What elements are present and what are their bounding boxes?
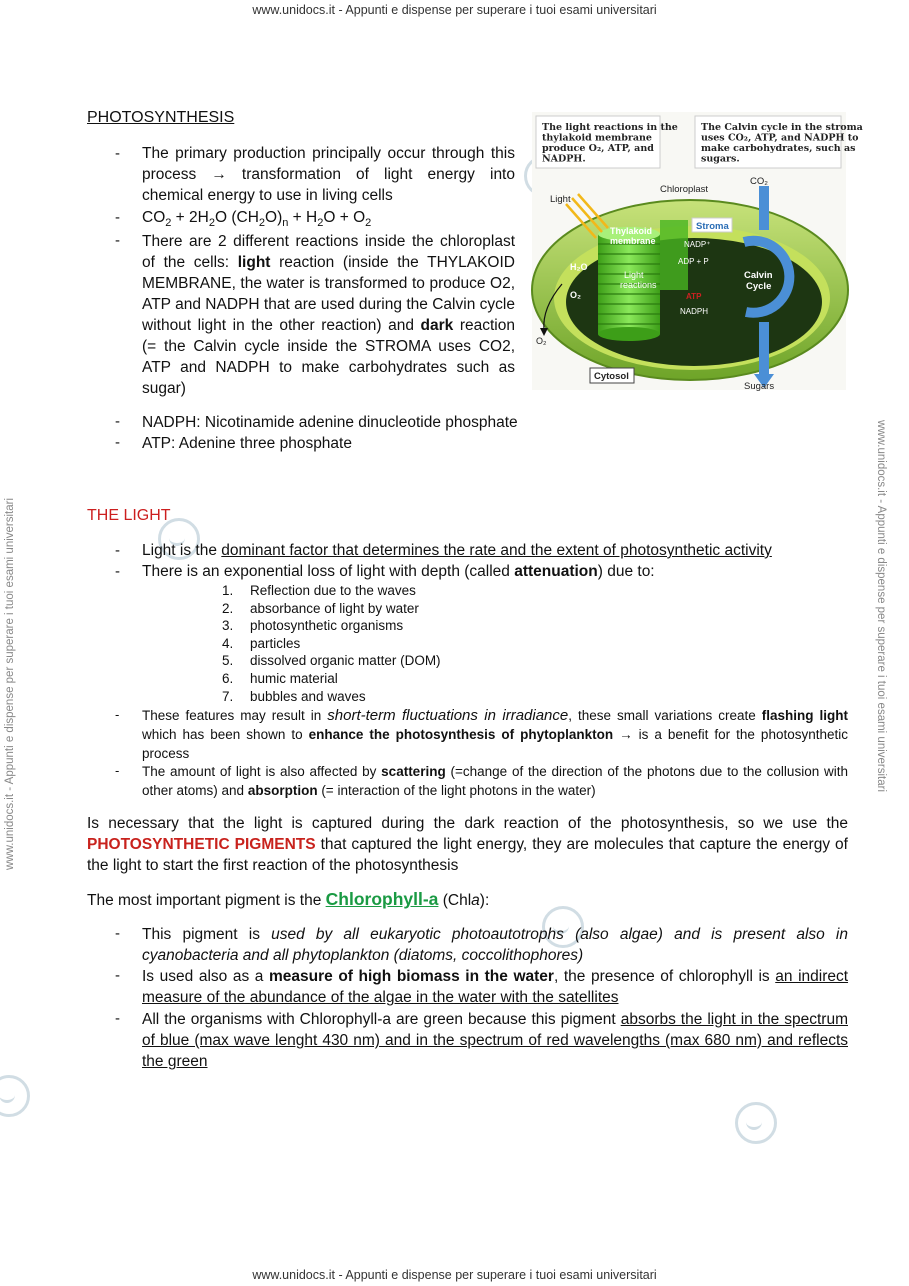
list-item: 6. humic material: [222, 670, 338, 686]
bullet-dash: -: [115, 563, 120, 580]
list-item: 7. bubbles and waves: [222, 688, 366, 704]
bullet-dash: -: [115, 232, 120, 249]
bullet-flashing-light: These features may result in short-term fluctuations in irradiance, these small variations create flashing light which has been shown to enhance the photosynthesis of phytoplankton → is a benefit for the photosynthetic process: [142, 707, 848, 761]
section-title-the-light: THE LIGHT: [87, 507, 171, 524]
bullet-two-reactions: There are 2 different reactions inside the chloroplast of the cells: light reaction (inside the THYLAKOID MEMBRANE, the water is transformed to produce O2, ATP and NADPH that are used during the Calvin cycle without light in the other reaction) and dark reaction (= the Calvin cycle inside the STROMA uses CO2, ATP and NADPH to make carbohydrates such as sugar): [142, 233, 515, 397]
bullet-green-organisms: All the organisms with Chlorophyll-a are green because this pigment absorbs the light in the spectrum of blue (max wave lenght 430 nm) and in the spectrum of red wavelengths (max 680 nm) and reflects the green: [142, 1011, 848, 1070]
bullet-attenuation: There is an exponential loss of light with depth (called attenuation) due to:: [142, 563, 655, 580]
label-light-reactions: Light reactions: [620, 270, 657, 290]
label-nadph: NADPH: [680, 307, 709, 316]
list-item: 2. absorbance of light by water: [222, 600, 419, 616]
label-nadp: NADP⁺: [684, 240, 711, 249]
bullet-dash: -: [115, 925, 120, 942]
paragraph-chlorophyll-a: The most important pigment is the Chlorophyll-a (Chla):: [87, 889, 490, 909]
bullet-dash: -: [115, 763, 120, 778]
bullet-scattering: The amount of light is also affected by scattering (=change of the direction of the photons due to the collusion with other atoms) and absorption (= interaction of the light photons in the water): [142, 764, 849, 798]
label-thylakoid-membrane: Thylakoid membrane: [610, 226, 656, 246]
bullet-biomass: Is used also as a measure of high biomass in the water, the presence of chlorophyll is an indirect measure of the abundance of the algae in the water with the satellites: [142, 968, 849, 1006]
bullet-dash: -: [115, 1010, 120, 1027]
box-right-line: The Calvin cycle in the stroma: [701, 122, 863, 133]
unidocs-logo-icon: [735, 1102, 777, 1144]
svg-text:The light reactions in thethyl: The light reactions in the thylakoid membrane produce O₂, ATP, and NADPH.: [542, 122, 678, 165]
bullet-nadph: NADPH: Nicotinamide adenine dinucleotide phosphate: [142, 414, 518, 431]
bullet-eukaryotic: This pigment is used by all eukaryotic photoautotrophs (also algae) and is present also in cyanobacteria and all phytoplankton (diatoms, coccolithophores): [142, 926, 848, 964]
svg-text:The Calvin cycle in the stroma: The Calvin cycle in the stroma uses CO₂, ATP, and NADPH to make carbohydrates, such as sugars.: [701, 122, 863, 165]
photosynthesis-equation: $CO_2 + 2H_2O$ $(CH_2O)_n + H_2O + O_2$: [142, 209, 372, 230]
label-sugars: Sugars: [744, 381, 775, 392]
list-item: 4. particles: [222, 635, 301, 651]
list-item: 5. dissolved organic matter (DOM): [222, 653, 441, 669]
label-chloroplast: Chloroplast: [660, 184, 709, 195]
bullet-dash: -: [115, 542, 120, 559]
chloroplast-figure: [532, 112, 863, 392]
section-title-photosynthesis: PHOTOSYNTHESIS: [87, 109, 235, 126]
label-atp: ATP: [686, 292, 702, 301]
footer-watermark: www.unidocs.it - Appunti e dispense per superare i tuoi esami universitari: [252, 1268, 657, 1282]
bullet-dash: -: [115, 967, 120, 984]
paragraph-photosynthetic-pigments: Is necessary that the light is captured during the dark reaction of the photosynthesis, so we use the PHOTOSYNTHETIC PIGMENTS that captured the light energy, they are molecules that capture the energy of the light to start the first reaction of the photosynthesis: [87, 815, 848, 874]
list-item: 1. Reflection due to the waves: [222, 583, 416, 598]
bullet-dash: -: [115, 707, 120, 722]
side-watermark-right: www.unidocs.it - Appunti e dispense per superare i tuoi esami universitari: [875, 420, 887, 793]
label-adp: ADP + P: [678, 257, 709, 266]
box-left-line: The light reactions in the: [542, 122, 678, 133]
label-o2-inner: O₂: [570, 290, 581, 300]
label-cytosol: Cytosol: [594, 371, 629, 382]
label-calvin-cycle: Calvin Cycle: [744, 270, 773, 292]
list-item: 3. photosynthetic organisms: [222, 618, 404, 634]
attenuation-causes-list: [222, 582, 441, 705]
bullet-primary-production: The primary production principally occur through this process → transformation of light energy into chemical energy to use in living cells: [142, 145, 515, 204]
label-light: Light: [550, 194, 571, 205]
bullet-atp: ATP: Adenine three phosphate: [142, 435, 352, 452]
header-watermark: www.unidocs.it - Appunti e dispense per superare i tuoi esami universitari: [252, 3, 657, 17]
label-h2o: H₂O: [570, 262, 588, 272]
unidocs-logo-icon: [0, 1075, 30, 1117]
bullet-dash: -: [115, 209, 120, 226]
bullet-dash: -: [115, 145, 120, 162]
bullet-light-dominant: Light is the dominant factor that determines the rate and the extent of photosynthetic activity: [142, 542, 772, 559]
side-watermark-left: www.unidocs.it - Appunti e dispense per superare i tuoi esami universitari: [4, 497, 16, 870]
bullet-dash: -: [115, 434, 120, 451]
label-stroma: Stroma: [696, 221, 729, 232]
label-co2: CO₂: [750, 176, 768, 187]
bullet-dash: -: [115, 413, 120, 430]
label-o2-outer: O₂: [536, 336, 547, 346]
